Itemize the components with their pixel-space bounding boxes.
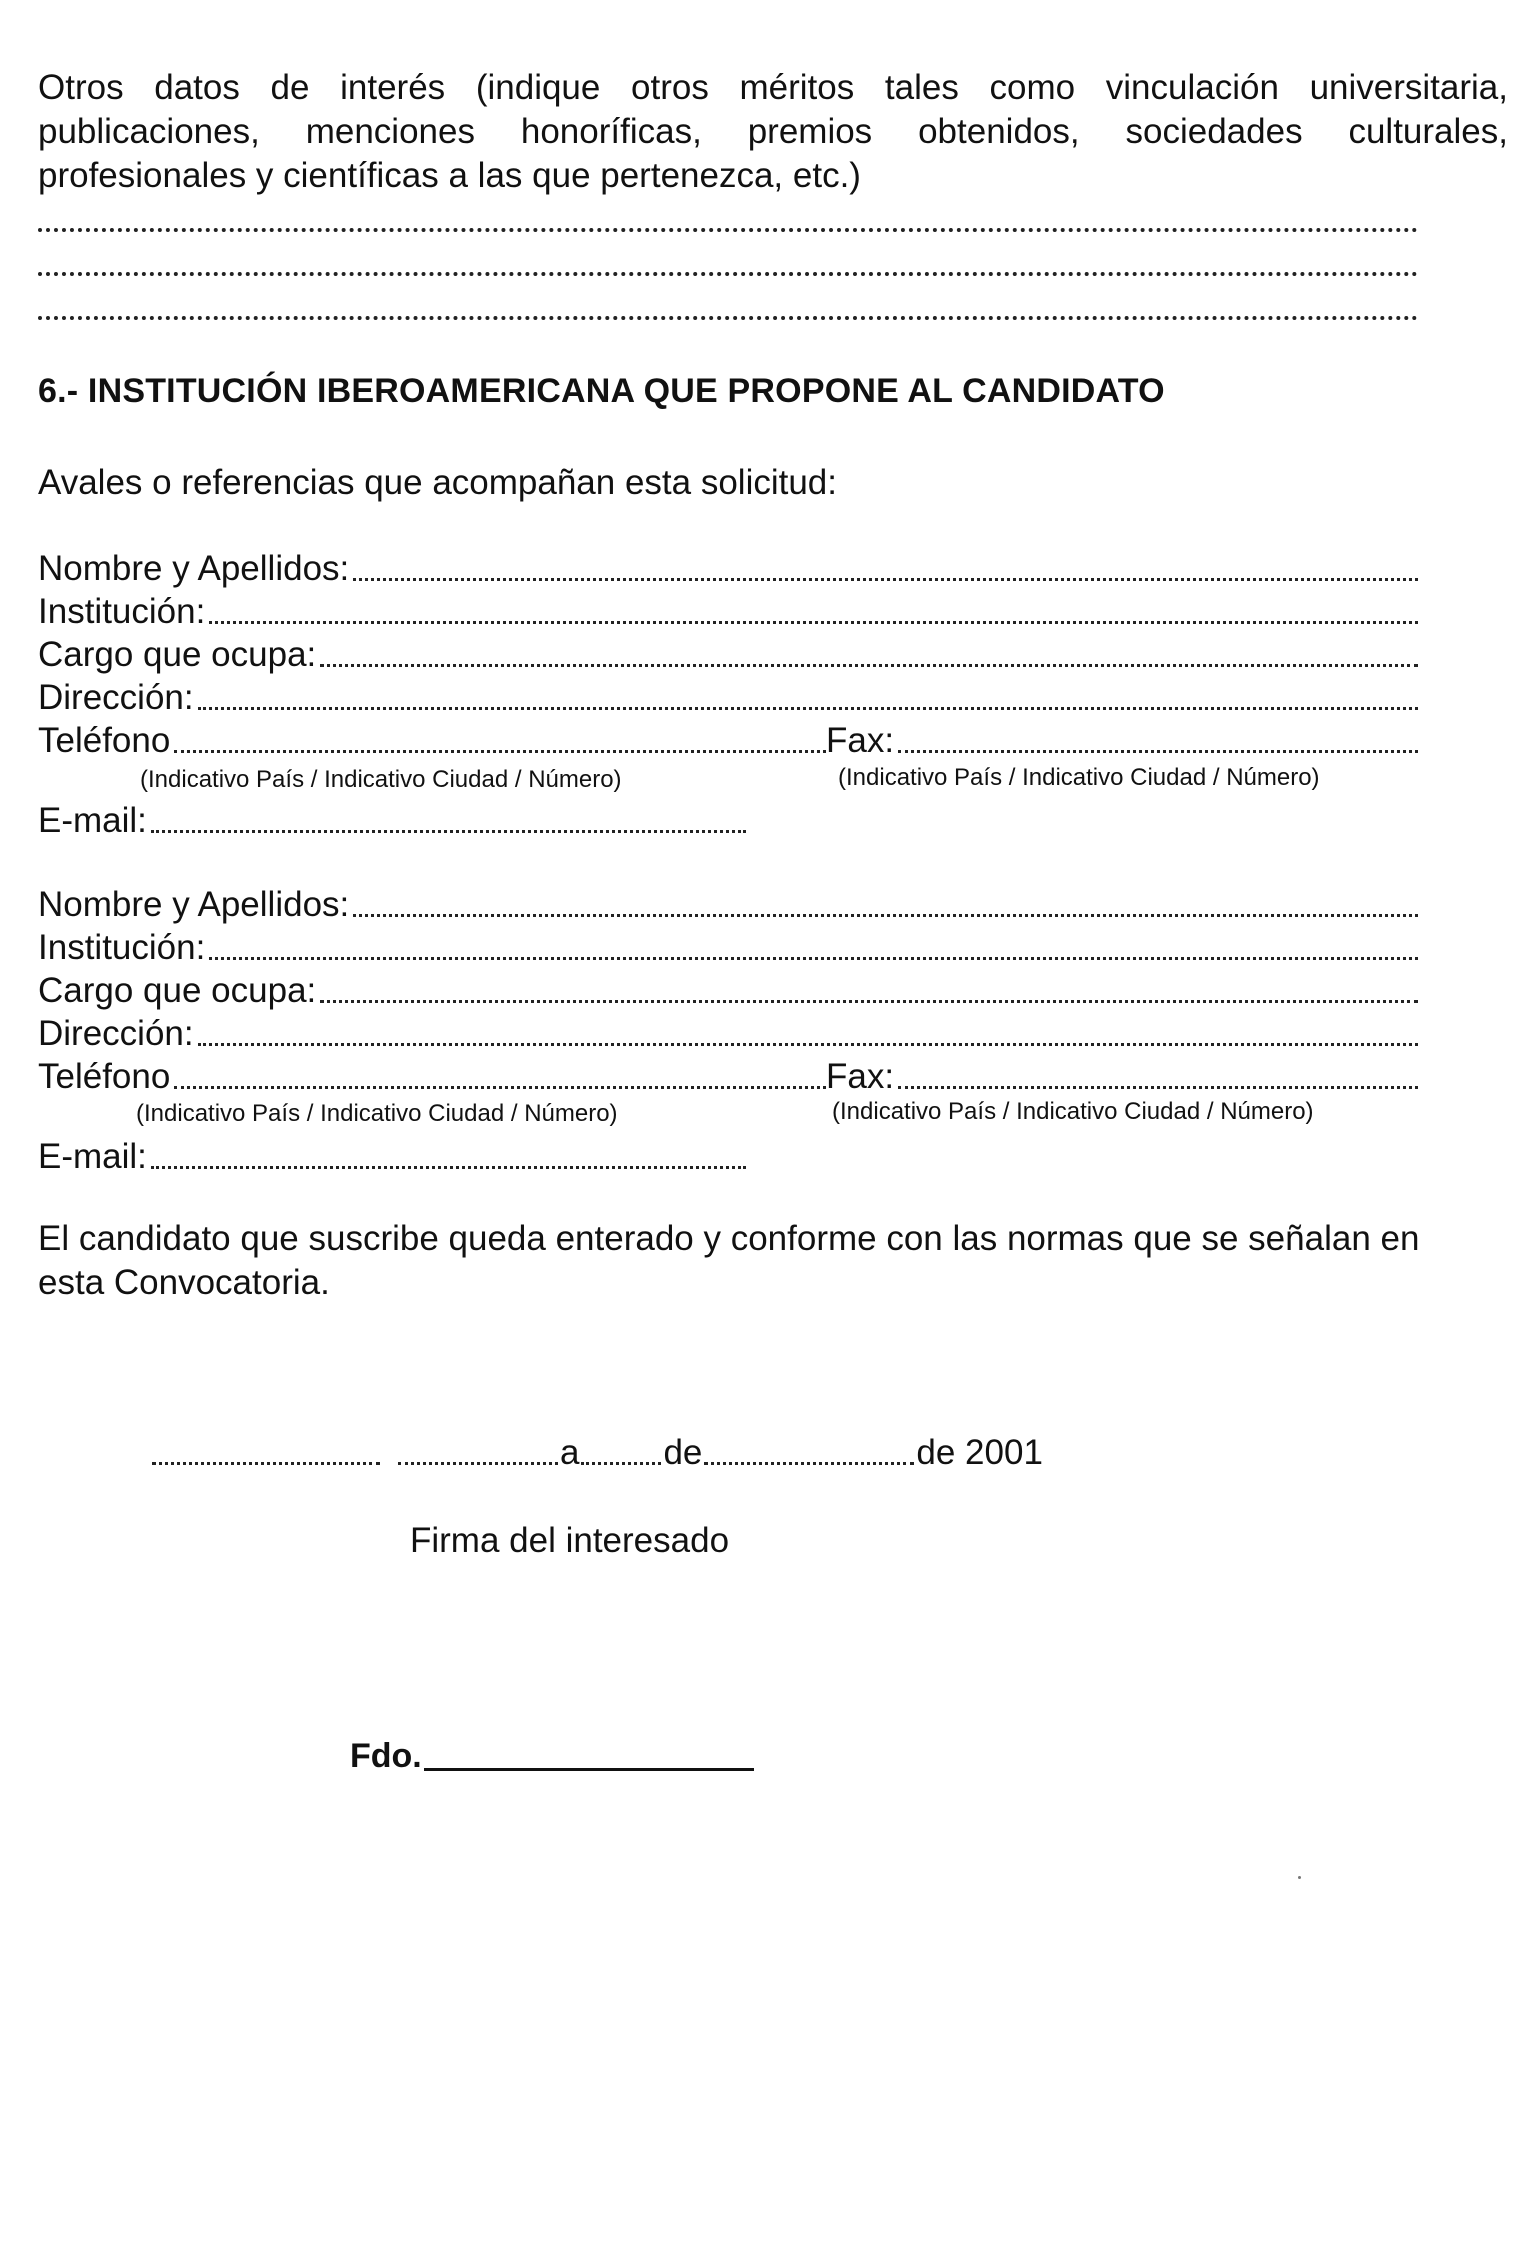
date-year-text: de 2001 xyxy=(916,1433,1043,1472)
ref2-cargo-label: Cargo que ocupa: xyxy=(38,971,317,1010)
ref2-fax-label: Fax: xyxy=(826,1057,895,1096)
ref1-direccion-field[interactable] xyxy=(38,677,1418,719)
ref1-fax-hint: (Indicativo País / Indicativo Ciudad / Número) xyxy=(838,764,1320,791)
date-de-text: de xyxy=(663,1433,703,1472)
ref1-institucion-field[interactable] xyxy=(38,591,1418,633)
ref2-direccion-input[interactable] xyxy=(198,1043,1418,1046)
ref1-institucion-label: Institución: xyxy=(38,592,206,631)
day-input[interactable] xyxy=(581,1462,661,1465)
section-heading: 6.- INSTITUCIÓN IBEROAMERICANA QUE PROPONE AL CANDIDATO xyxy=(38,372,1165,410)
ref2-telefono-input[interactable] xyxy=(174,1086,826,1089)
ref1-institucion-input[interactable] xyxy=(209,621,1418,624)
ref2-nombre-input[interactable] xyxy=(353,914,1418,917)
ref1-telefono-hint: (Indicativo País / Indicativo Ciudad / Número) xyxy=(140,766,622,793)
ref2-email-field[interactable] xyxy=(38,1136,746,1178)
ref2-fax-input[interactable] xyxy=(898,1086,1418,1089)
ref1-nombre-input[interactable] xyxy=(353,578,1418,581)
signature-caption: Firma del interesado xyxy=(410,1521,730,1560)
fdo-label: Fdo. xyxy=(350,1737,422,1775)
signature-field[interactable] xyxy=(350,1735,754,1777)
ref1-email-input[interactable] xyxy=(151,830,746,833)
ref1-email-label: E-mail: xyxy=(38,801,147,840)
ref2-telefono-label: Teléfono xyxy=(38,1057,171,1096)
answer-line-2[interactable] xyxy=(38,272,1418,276)
avales-instruction: Avales o referencias que acompañan esta solicitud: xyxy=(38,463,838,502)
ref1-fax-label: Fax: xyxy=(826,721,895,760)
ref2-email-input[interactable] xyxy=(151,1166,746,1169)
answer-line-3[interactable] xyxy=(38,316,1418,320)
ref1-email-field[interactable] xyxy=(38,800,746,842)
agreement-line-2: esta Convocatoria. xyxy=(38,1263,330,1302)
ref2-nombre-field[interactable] xyxy=(38,884,1418,926)
ref1-telefono-label: Teléfono xyxy=(38,721,171,760)
ref2-nombre-label: Nombre y Apellidos: xyxy=(38,885,350,924)
ref1-telefono-field[interactable] xyxy=(38,720,826,762)
intro-paragraph: Otros datos de interés (indique otros méritos tales como vinculación universitaria, publicaciones, menciones honoríficas, premios obtenidos, sociedades culturales, profesionales y científicas a las que pertenezca, etc.) xyxy=(38,68,1508,195)
ref1-cargo-field[interactable] xyxy=(38,634,1418,676)
ref1-direccion-input[interactable] xyxy=(198,707,1418,710)
signature-line[interactable] xyxy=(424,1768,754,1771)
ref1-fax-field[interactable] xyxy=(826,720,1418,762)
ref1-nombre-field[interactable] xyxy=(38,548,1418,590)
place-input-2[interactable] xyxy=(398,1462,558,1465)
ref2-direccion-field[interactable] xyxy=(38,1013,1418,1055)
ref2-fax-hint: (Indicativo País / Indicativo Ciudad / Número) xyxy=(832,1098,1314,1125)
ref2-fax-field[interactable] xyxy=(826,1056,1418,1098)
month-input[interactable] xyxy=(704,1462,914,1465)
ref2-institucion-field[interactable] xyxy=(38,927,1418,969)
ref2-institucion-input[interactable] xyxy=(209,957,1418,960)
place-date-line[interactable] xyxy=(150,1432,1043,1474)
place-input[interactable] xyxy=(152,1462,380,1465)
ref2-cargo-field[interactable] xyxy=(38,970,1418,1012)
ref1-cargo-input[interactable] xyxy=(320,664,1418,667)
date-a-text: a xyxy=(560,1433,580,1472)
ref1-direccion-label: Dirección: xyxy=(38,678,194,717)
answer-line-1[interactable] xyxy=(38,228,1418,232)
ref2-institucion-label: Institución: xyxy=(38,928,206,967)
scan-speck xyxy=(1298,1876,1301,1879)
ref2-cargo-input[interactable] xyxy=(320,1000,1418,1003)
ref2-direccion-label: Dirección: xyxy=(38,1014,194,1053)
ref2-telefono-hint: (Indicativo País / Indicativo Ciudad / Número) xyxy=(136,1100,618,1127)
ref1-cargo-label: Cargo que ocupa: xyxy=(38,635,317,674)
ref2-email-label: E-mail: xyxy=(38,1137,147,1176)
ref1-nombre-label: Nombre y Apellidos: xyxy=(38,549,350,588)
ref1-fax-input[interactable] xyxy=(898,750,1418,753)
agreement-line-1: El candidato que suscribe queda enterado y conforme con las normas que se señalan en xyxy=(38,1219,1420,1258)
ref1-telefono-input[interactable] xyxy=(174,750,826,753)
ref2-telefono-field[interactable] xyxy=(38,1056,826,1098)
